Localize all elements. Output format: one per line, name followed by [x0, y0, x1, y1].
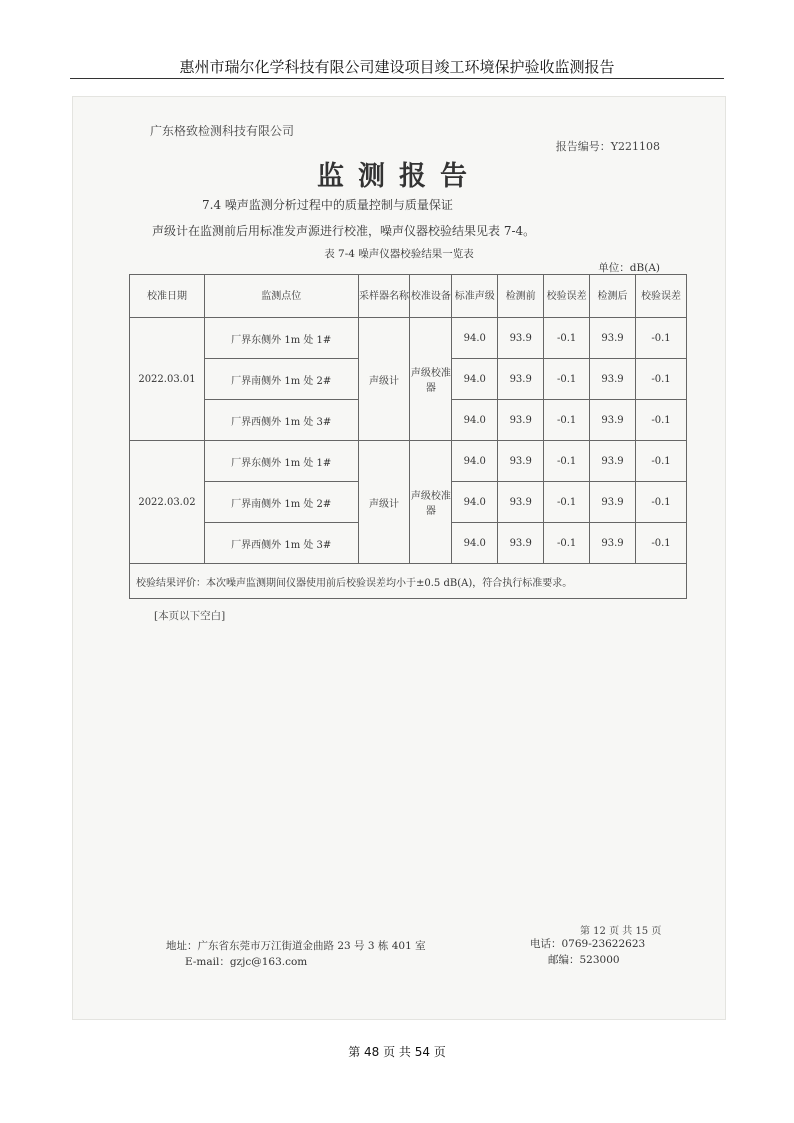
blank-page-note: [本页以下空白] — [154, 610, 226, 622]
error-before-cell: -0.1 — [544, 441, 590, 482]
monitoring-point-cell: 厂界东侧外 1m 处 1# — [204, 318, 358, 359]
standard-level-cell: 94.0 — [452, 441, 498, 482]
after-test-cell: 93.9 — [590, 441, 636, 482]
header-standard-level: 标准声级 — [452, 275, 498, 318]
table-row — [130, 318, 687, 359]
after-test-cell: 93.9 — [590, 482, 636, 523]
before-test-cell: 93.9 — [498, 359, 544, 400]
company-email: E-mail：gzjc@163.com — [185, 956, 308, 968]
error-before-cell: -0.1 — [544, 318, 590, 359]
error-before-cell: -0.1 — [544, 359, 590, 400]
monitoring-point-cell: 厂界南侧外 1m 处 2# — [204, 482, 358, 523]
company-phone: 电话：0769-23622623 — [530, 938, 646, 950]
error-after-cell: -0.1 — [636, 400, 687, 441]
error-after-cell: -0.1 — [636, 441, 687, 482]
sampler-cell: 声级计 — [358, 441, 410, 564]
monitoring-point-cell: 厂界西侧外 1m 处 3# — [204, 400, 358, 441]
monitoring-point-cell: 厂界西侧外 1m 处 3# — [204, 523, 358, 564]
after-test-cell: 93.9 — [590, 318, 636, 359]
error-after-cell: -0.1 — [636, 318, 687, 359]
calibration-date-cell: 2022.03.01 — [130, 318, 205, 441]
error-after-cell: -0.1 — [636, 523, 687, 564]
section-heading: 7.4 噪声监测分析过程中的质量控制与质量保证 — [202, 198, 453, 212]
standard-level-cell: 94.0 — [452, 523, 498, 564]
evaluation-row — [130, 564, 687, 599]
table-row — [130, 441, 687, 482]
inner-page-number: 第 12 页 共 15 页 — [580, 926, 662, 937]
before-test-cell: 93.9 — [498, 318, 544, 359]
evaluation-note: 校验结果评价：本次噪声监测期间仪器使用前后校验误差均小于±0.5 dB(A)，符合执行标准要求。 — [130, 564, 687, 599]
header-calibration-device: 校准设备 — [410, 275, 452, 318]
error-after-cell: -0.1 — [636, 482, 687, 523]
header-after-test: 检测后 — [590, 275, 636, 318]
after-test-cell: 93.9 — [590, 359, 636, 400]
before-test-cell: 93.9 — [498, 400, 544, 441]
header-before-test: 检测前 — [498, 275, 544, 318]
report-title: 监测报告 — [317, 161, 481, 192]
scanned-report-page — [72, 96, 726, 1020]
standard-level-cell: 94.0 — [452, 359, 498, 400]
before-test-cell: 93.9 — [498, 482, 544, 523]
calibration-date-cell: 2022.03.02 — [130, 441, 205, 564]
document-header: 惠州市瑞尔化学科技有限公司建设项目竣工环境保护验收监测报告 — [179, 58, 615, 76]
device-cell: 声级校准器 — [410, 441, 452, 564]
standard-level-cell: 94.0 — [452, 400, 498, 441]
after-test-cell: 93.9 — [590, 400, 636, 441]
calibration-table — [129, 274, 687, 599]
company-address: 地址：广东省东莞市万江街道金曲路 23 号 3 栋 401 室 — [166, 940, 426, 952]
company-name: 广东格致检测科技有限公司 — [150, 124, 295, 138]
before-test-cell: 93.9 — [498, 523, 544, 564]
error-before-cell: -0.1 — [544, 400, 590, 441]
company-postcode: 邮编：523000 — [548, 954, 620, 966]
header-rule — [70, 78, 724, 79]
header-monitoring-point: 监测点位 — [204, 275, 358, 318]
monitoring-point-cell: 厂界东侧外 1m 处 1# — [204, 441, 358, 482]
standard-level-cell: 94.0 — [452, 318, 498, 359]
header-calibration-date: 校准日期 — [130, 275, 205, 318]
table-header-row — [130, 275, 687, 318]
header-sampler-name: 采样器名称 — [358, 275, 410, 318]
device-cell: 声级校准器 — [410, 318, 452, 441]
after-test-cell: 93.9 — [590, 523, 636, 564]
report-number: 报告编号：Y221108 — [555, 140, 660, 153]
monitoring-point-cell: 厂界南侧外 1m 处 2# — [204, 359, 358, 400]
body-paragraph: 声级计在监测前后用标准发声源进行校准，噪声仪器校验结果见表 7-4。 — [152, 224, 536, 238]
standard-level-cell: 94.0 — [452, 482, 498, 523]
page-number-footer: 第 48 页 共 54 页 — [348, 1045, 446, 1059]
error-before-cell: -0.1 — [544, 482, 590, 523]
header-error-after: 校验误差 — [636, 275, 687, 318]
header-error-before: 校验误差 — [544, 275, 590, 318]
unit-label: 单位：dB(A) — [598, 262, 660, 274]
error-before-cell: -0.1 — [544, 523, 590, 564]
table-caption: 表 7-4 噪声仪器校验结果一览表 — [324, 248, 474, 260]
before-test-cell: 93.9 — [498, 441, 544, 482]
error-after-cell: -0.1 — [636, 359, 687, 400]
sampler-cell: 声级计 — [358, 318, 410, 441]
